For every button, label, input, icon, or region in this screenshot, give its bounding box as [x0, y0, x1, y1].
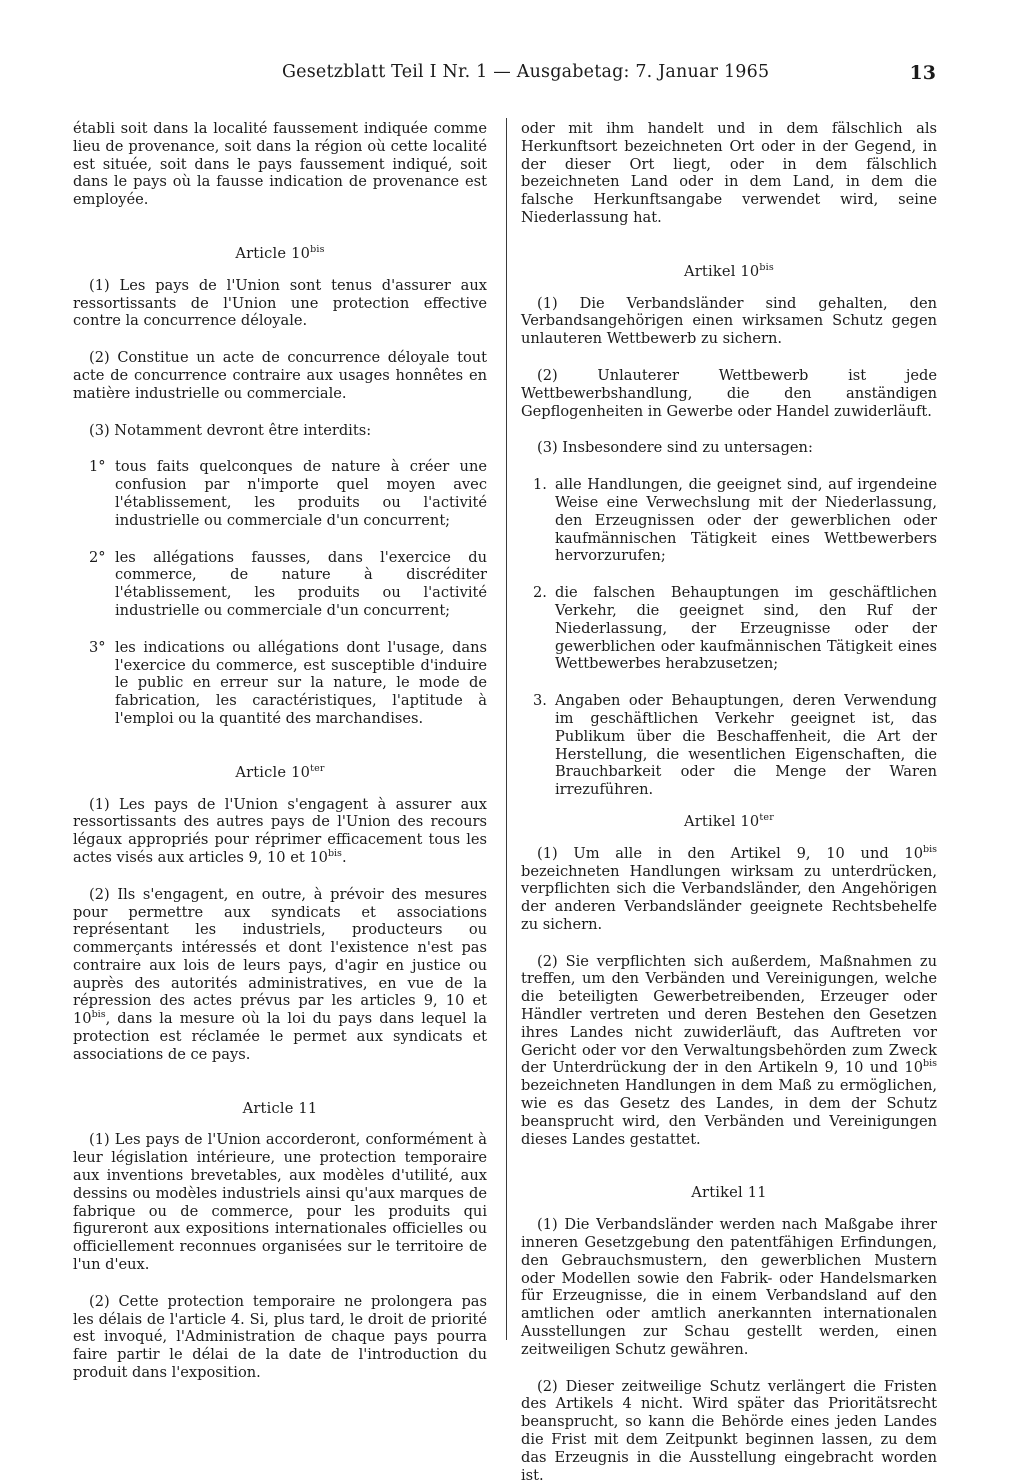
paragraph: (2) Sie verpflichten sich außerdem, Maßnahmen zu treffen, um den Verbänden und Vereinigungen, welche die beteiligten Gewerbetreibenden, Erzeuger oder Händler vertreten und deren Bestehen den Gesetzen ihres Landes nicht zuwiderläuft, das Auftreten vor Gericht oder vor den Verwaltungsbehörden zum Zweck der Unterdrückung der in den Artikeln 9, 10 und $10^{bis}$ bezeichneten Handlungen in dem Maß zu ermöglichen, wie es das Gesetz des Landes, in dem der Schutz beansprucht wird, den Verbänden und Vereinigungen dieses Landes gestattet.	[521, 952, 937, 1148]
continuation-paragraph: oder mit ihm handelt und in dem fälschlich als Herkunftsort bezeichneten Ort oder in der Gegend, in der dieser Ort liegt, oder in dem fälschlich bezeichneten Land oder in dem Land, in dem die falsche Herkunftsangabe verwendet wird, seine Niederlassung hat.	[521, 120, 937, 226]
list-item: 1° tous faits quelconques de nature à créer une confusion par n'importe quel moyen avec l'établissement, les produits ou l'activité industrielle ou commerciale d'un concurrent;	[89, 458, 487, 529]
paragraph: (1) Die Verbandsländer werden nach Maßgabe ihrer inneren Gesetzgebung den patentfähigen Erfindungen, den Gebrauchsmustern, den gewerblichen Mustern oder Modellen sowie den Fabrik- oder Handelsmarken für Erzeugnisse, die in einem Verbandsland auf den amtlichen oder amtlich anerkannten internationalen Ausstellungen zur Schau gestellt werden, einen zeitweiligen Schutz gewähren.	[521, 1216, 937, 1358]
continuation-paragraph: établi soit dans la localité faussement indiquée comme lieu de provenance, soit dans la région où cette localité est située, soit dans le pays faussement indiqué, soit dans le pays où la fausse indication de provenance est employée.	[73, 120, 487, 209]
article-heading: Artikel 11	[691, 1184, 767, 1202]
paragraph: (1) Les pays de l'Union accorderont, conformément à leur législation intérieure, une protection temporaire aux inventions brevetables, aux modèles d'utilité, aux dessins ou modèles industriels ainsi qu'aux marques de fabrique ou de commerce, pour les produits qui figureront aux expositions internationales officielles ou officiellement reconnues organisées sur le territoire de l'un d'eux.	[73, 1131, 487, 1274]
paragraph: (2) Cette protection temporaire ne prolongera pas les délais de l'article 4. Si, plus tard, le droit de priorité est invoqué, l'Administration de chaque pays pourra faire partir le délai de la date de l'introduction du produit dans l'exposition.	[73, 1292, 487, 1382]
list-item: 3° les indications ou allégations dont l'usage, dans l'exercice du commerce, est susceptible d'induire le public en erreur sur la nature, le mode de fabrication, les caractéristiques, l'aptitude à l'emploi ou la quantité des marchandises.	[89, 638, 487, 727]
article-heading: Article $10^{ter}$	[235, 762, 325, 781]
paragraph: (3) Notamment devront être interdits:	[89, 421, 372, 439]
german-column	[521, 120, 937, 1484]
list-item: 2. die falschen Behauptungen im geschäftlichen Verkehr, die geeignet sind, den Ruf der Niederlassung, der Erzeugnisse oder der gewerblichen oder kaufmännischen Tätigkeit eines Wettbewerbes herabzusetzen;	[533, 584, 937, 673]
column-divider	[506, 118, 507, 1340]
paragraph: (1) Les pays de l'Union sont tenus d'assurer aux ressortissants de l'Union une protection effective contre la concurrence déloyale.	[73, 276, 487, 330]
page-number: 13	[909, 62, 936, 84]
list-item: 2° les allégations fausses, dans l'exercice du commerce, de nature à discréditer l'établissement, les produits ou l'activité industrielle ou commerciale d'un concurrent;	[89, 548, 487, 619]
paragraph: (2) Unlauterer Wettbewerb ist jede Wettbewerbshandlung, die den anständigen Gepflogenheiten in Gewerbe oder Handel zuwiderläuft.	[521, 366, 937, 420]
article-heading: Article 11	[242, 1099, 318, 1117]
paragraph: (3) Insbesondere sind zu untersagen:	[537, 439, 813, 457]
page-header	[282, 62, 942, 94]
article-heading: Artikel $10^{ter}$	[684, 811, 774, 830]
french-column	[73, 120, 487, 1382]
paragraph: (2) Constitue un acte de concurrence déloyale tout acte de concurrence contraire aux usages honnêtes en matière industrielle ou commerciale.	[73, 349, 487, 402]
article-heading: Artikel $10^{bis}$	[683, 261, 774, 280]
paragraph: (1) Die Verbandsländer sind gehalten, den Verbandsangehörigen einen wirksamen Schutz gegen unlauteren Wettbewerb zu sichern.	[521, 294, 937, 348]
running-title: Gesetzblatt Teil I Nr. 1 — Ausgabetag: 7. Januar 1965	[282, 62, 770, 82]
article-heading: Article $10^{bis}$	[235, 243, 325, 262]
paragraph: (2) Ils s'engagent, en outre, à prévoir des mesures pour permettre aux syndicats et associations représentant les industriels, producteurs ou commerçants intéressés et dont l'existence n'est pas contraire aux lois de leurs pays, d'agir en justice ou auprès des autorités administratives, en vue de la répression des actes prévus par les articles 9, 10 et $10^{bis}$, dans la mesure où la loi du pays dans lequel la protection est réclamée le permet aux syndicats et associations de ce pays.	[73, 885, 487, 1063]
paragraph: (1) Um alle in den Artikel 9, 10 und $10^{bis}$ bezeichneten Handlungen wirksam zu unterdrücken, verpflichten sich die Verbandsländer, den Angehörigen der anderen Verbandsländer geeignete Rechtsbehelfe zu sichern.	[521, 843, 937, 933]
list-item: 1. alle Handlungen, die geeignet sind, auf irgendeine Weise eine Verwechslung mit der Niederlassung, den Erzeugnissen oder der gewerblichen oder kaufmännischen Tätigkeit eines Wettbewerbers hervorzurufen;	[533, 476, 937, 565]
list-item: 3. Angaben oder Behauptungen, deren Verwendung im geschäftlichen Verkehr geeignet ist, das Publikum über die Beschaffenheit, die Art der Herstellung, die wesentlichen Eigenschaften, die Brauchbarkeit oder die Menge der Waren irrezuführen.	[533, 692, 937, 799]
paragraph: (1) Les pays de l'Union s'engagent à assurer aux ressortissants des autres pays de l'Union des recours légaux appropriés pour réprimer efficacement tous les actes visés aux articles 9, 10 et $10^{bis}$.	[73, 795, 487, 866]
paragraph: (2) Dieser zeitweilige Schutz verlängert die Fristen des Artikels 4 nicht. Wird später das Prioritätsrecht beansprucht, so kann die Behörde eines jeden Landes die Frist mit dem Zeitpunkt beginnen lassen, zu dem das Erzeugnis in die Ausstellung eingebracht worden ist.	[521, 1377, 937, 1484]
